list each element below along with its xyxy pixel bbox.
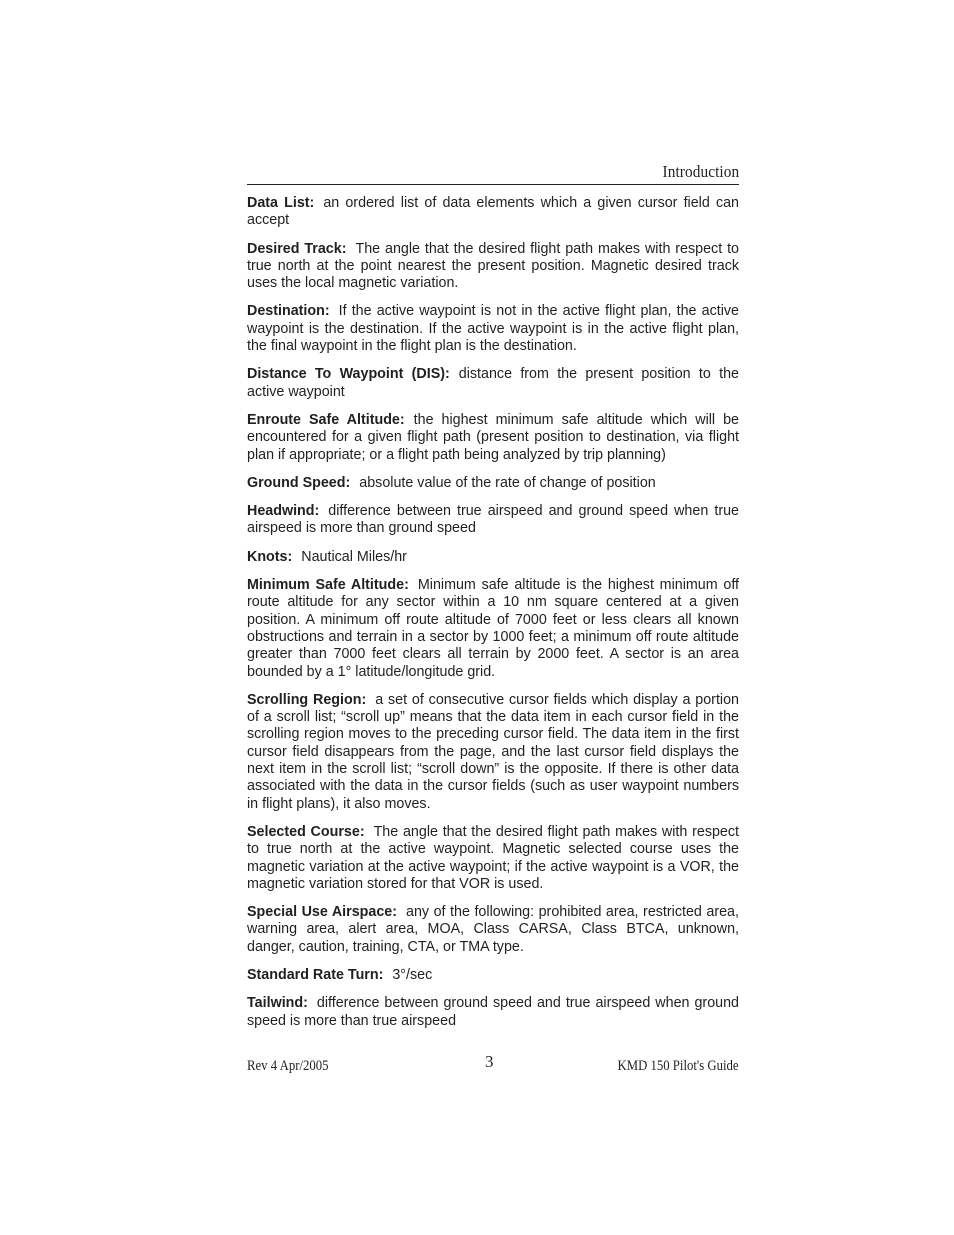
glossary-term: Knots: bbox=[247, 548, 293, 565]
glossary-entry-selected-course bbox=[247, 824, 739, 893]
footer-page-number: 3 bbox=[485, 1052, 494, 1071]
glossary-definition: Minimum safe altitude is the highest minimum off route altitude for any sector within a 10 nm square centered at a given position. A minimum off route altitude of 7000 feet or less clears all known obstructions and terrain in a sector by 1000 feet; a minimum off route altitude greater than 7000 feet clears all terrain by 2000 feet. A sector is an area bounded by a 1° latitude/longitude grid. bbox=[247, 577, 740, 680]
glossary-entry-tailwind bbox=[247, 995, 739, 1030]
glossary-definition: a set of consecutive cursor fields which display a portion of a scroll list; “scroll up” means that the data item in each cursor field in the scrolling region moves to the preceding cursor field. The data item in the first cursor field disappears from the page, and the last cursor field displays the next item in the scroll list; “scroll down” is the opposite. If there is other data associated with the data in the cursor fields (such as user waypoint numbers in flight plans), it also moves. bbox=[247, 691, 739, 812]
glossary-term: Data List: bbox=[247, 195, 315, 211]
glossary-entry-distance-to-waypoint bbox=[247, 366, 739, 401]
footer-revision: Rev 4 Apr/2005 bbox=[247, 1058, 329, 1074]
glossary-term: Special Use Airspace: bbox=[247, 904, 397, 921]
glossary-term: Desired Track: bbox=[247, 240, 347, 257]
glossary-term: Enroute Safe Altitude: bbox=[247, 411, 405, 428]
glossary-term: Scrolling Region: bbox=[247, 691, 367, 708]
glossary-definition: any of the following: prohibited area, restricted area, warning area, alert area, MOA, Class CARSA, Class BTCA, unknown, danger, caution, training, CTA, or TMA type. bbox=[247, 904, 739, 955]
glossary-entry-ground-speed bbox=[247, 475, 739, 492]
glossary-definition: Nautical Miles/hr bbox=[301, 548, 407, 565]
glossary-term: Headwind: bbox=[247, 503, 320, 520]
glossary-entry-scrolling-region bbox=[247, 692, 739, 813]
glossary-entry-special-use-airspace bbox=[247, 904, 739, 956]
glossary-definition: The angle that the desired flight path makes with respect to true north at the active waypoint. Magnetic selected course uses the magnetic variation at the active waypoint; if the active waypoint is a VOR, the magnetic variation stored for that VOR is used. bbox=[247, 823, 739, 892]
glossary-term: Destination: bbox=[247, 303, 330, 320]
glossary-entry-minimum-safe-altitude bbox=[247, 577, 739, 681]
glossary-term: Selected Course: bbox=[247, 823, 365, 840]
glossary-term: Tailwind: bbox=[247, 995, 308, 1012]
glossary-term: Distance To Waypoint (DIS): bbox=[247, 366, 450, 383]
glossary-definition: distance from the present position to the active waypoint bbox=[247, 366, 739, 400]
page-header bbox=[247, 160, 739, 185]
page-footer bbox=[247, 1052, 739, 1078]
glossary-definition: The angle that the desired flight path makes with respect to true north at the point nearest the present position. Magnetic desired track uses the local magnetic variation. bbox=[247, 240, 739, 292]
glossary-entry-data-list bbox=[247, 195, 739, 230]
glossary-term: Standard Rate Turn: bbox=[247, 966, 384, 983]
glossary-entry-enroute-safe-altitude bbox=[247, 412, 739, 464]
section-title: Introduction bbox=[662, 162, 739, 181]
glossary-entry-standard-rate-turn bbox=[247, 967, 739, 984]
footer-guide-title: KMD 150 Pilot's Guide bbox=[617, 1058, 739, 1074]
glossary-term: Ground Speed: bbox=[247, 474, 351, 491]
glossary-definition: absolute value of the rate of change of position bbox=[359, 474, 656, 491]
glossary-definition: If the active waypoint is not in the active flight plan, the active waypoint is the destination. If the active waypoint is in the active flight plan, the final waypoint in the flight plan is the destination. bbox=[247, 303, 739, 355]
glossary-entry-knots bbox=[247, 549, 739, 566]
glossary-definition: the highest minimum safe altitude which will be encountered for a given flight path (present position to destination, via flight plan if appropriate; or a flight path being analyzed by trip planning) bbox=[247, 411, 739, 463]
glossary-list bbox=[247, 195, 739, 1041]
glossary-definition: 3°/sec bbox=[392, 966, 433, 983]
glossary-entry-desired-track bbox=[247, 241, 739, 293]
glossary-entry-destination bbox=[247, 303, 739, 355]
glossary-entry-headwind bbox=[247, 503, 739, 538]
glossary-definition: difference between true airspeed and ground speed when true airspeed is more than ground speed bbox=[247, 503, 739, 537]
glossary-definition: difference between ground speed and true airspeed when ground speed is more than true airspeed bbox=[247, 995, 739, 1029]
glossary-definition: an ordered list of data elements which a given cursor field can accept bbox=[247, 195, 739, 229]
glossary-term: Minimum Safe Altitude: bbox=[247, 577, 409, 594]
